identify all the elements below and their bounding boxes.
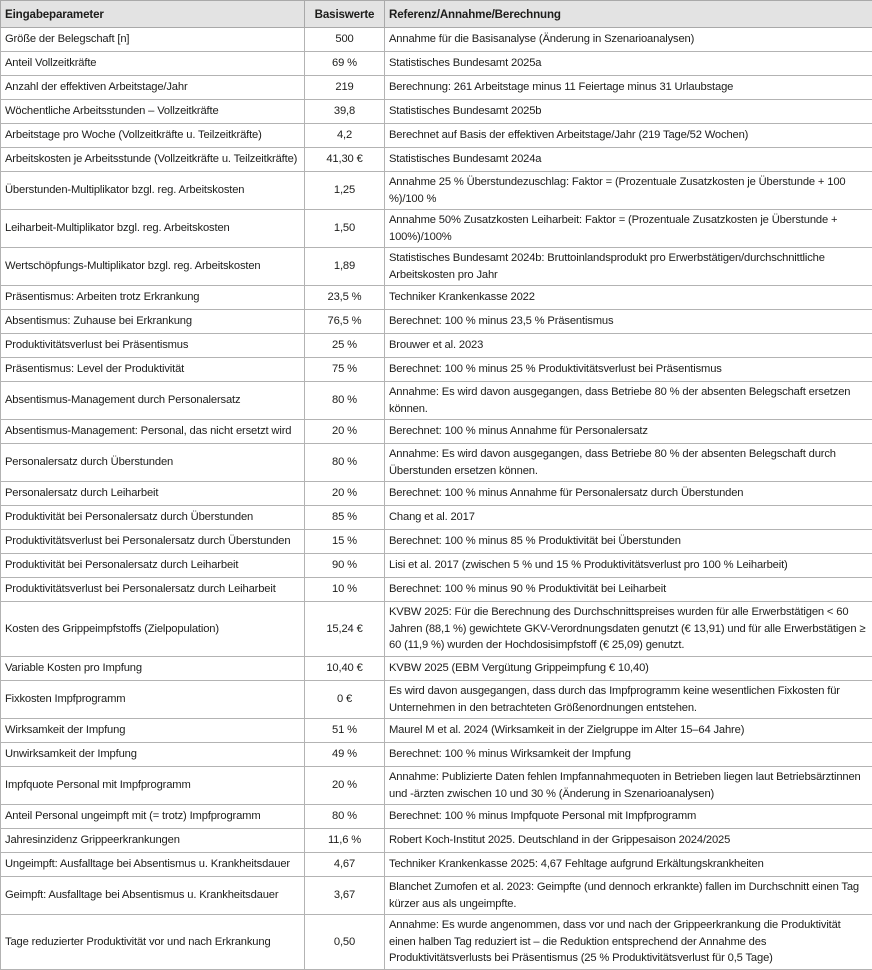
- table-row: [1, 657, 872, 681]
- value-cell: 85 %: [305, 506, 385, 530]
- param-cell: Absentismus-Management durch Personalersatz: [1, 382, 305, 420]
- reference-cell: Annahme: Es wird davon ausgegangen, dass Betriebe 80 % der absenten Belegschaft durch Überstunden ersetzen können.: [385, 444, 872, 482]
- param-cell: Absentismus-Management: Personal, das nicht ersetzt wird: [1, 420, 305, 444]
- reference-cell: Berechnet: 100 % minus Impfquote Personal mit Impfprogramm: [385, 805, 872, 829]
- table-row: [1, 578, 872, 602]
- reference-cell: Techniker Krankenkasse 2025: 4,67 Fehltage aufgrund Erkältungskrankheiten: [385, 853, 872, 877]
- value-cell: 10,40 €: [305, 657, 385, 681]
- value-cell: 75 %: [305, 358, 385, 382]
- value-cell: 500: [305, 28, 385, 52]
- reference-cell: Berechnet: 100 % minus 90 % Produktivität bei Leiharbeit: [385, 578, 872, 602]
- param-cell: Unwirksamkeit der Impfung: [1, 743, 305, 767]
- reference-cell: Blanchet Zumofen et al. 2023: Geimpfte (und dennoch erkrankte) fallen im Durchschnitt einen Tag kürzer aus als ungeimpfte.: [385, 877, 872, 915]
- table-row: [1, 444, 872, 482]
- value-cell: 80 %: [305, 444, 385, 482]
- table-row: [1, 719, 872, 743]
- table-row: [1, 829, 872, 853]
- table-row: [1, 482, 872, 506]
- reference-cell: KVBW 2025: Für die Berechnung des Durchschnittspreises wurden für alle Erwerbstätigen < 60 Jahren (88,1 %) gewichtete GKV-Verordnungsdaten genutzt (€ 13,91) und für alle Erwerbstätigen ≥ 60 (11,9 %) wurden der Hochdosisimpfstoff (€ 25,09) genutzt.: [385, 602, 872, 657]
- value-cell: 11,6 %: [305, 829, 385, 853]
- param-cell: Arbeitskosten je Arbeitsstunde (Vollzeitkräfte u. Teilzeitkräfte): [1, 148, 305, 172]
- table-row: [1, 767, 872, 805]
- table-row: [1, 602, 872, 657]
- reference-cell: Berechnet: 100 % minus Annahme für Personalersatz: [385, 420, 872, 444]
- param-cell: Produktivität bei Personalersatz durch Leiharbeit: [1, 554, 305, 578]
- param-cell: Arbeitstage pro Woche (Vollzeitkräfte u. Teilzeitkräfte): [1, 124, 305, 148]
- value-cell: 49 %: [305, 743, 385, 767]
- param-cell: Leiharbeit-Multiplikator bzgl. reg. Arbeitskosten: [1, 210, 305, 248]
- value-cell: 15 %: [305, 530, 385, 554]
- reference-cell: Statistisches Bundesamt 2024b: Bruttoinlandsprodukt pro Erwerbstätigen/durchschnittliche Arbeitskosten pro Jahr: [385, 248, 872, 286]
- value-cell: 51 %: [305, 719, 385, 743]
- param-cell: Anzahl der effektiven Arbeitstage/Jahr: [1, 76, 305, 100]
- value-cell: 25 %: [305, 334, 385, 358]
- table-row: [1, 554, 872, 578]
- table-row: [1, 681, 872, 719]
- table-row: [1, 52, 872, 76]
- reference-cell: Robert Koch-Institut 2025. Deutschland in der Grippesaison 2024/2025: [385, 829, 872, 853]
- table-row: [1, 248, 872, 286]
- reference-cell: Maurel M et al. 2024 (Wirksamkeit in der Zielgruppe im Alter 15–64 Jahre): [385, 719, 872, 743]
- header-param: Eingabeparameter: [1, 1, 305, 28]
- param-cell: Produktivitätsverlust bei Personalersatz durch Überstunden: [1, 530, 305, 554]
- table-row: [1, 286, 872, 310]
- value-cell: 80 %: [305, 805, 385, 829]
- param-cell: Impfquote Personal mit Impfprogramm: [1, 767, 305, 805]
- table-row: [1, 805, 872, 829]
- reference-cell: Berechnet: 100 % minus 25 % Produktivitätsverlust bei Präsentismus: [385, 358, 872, 382]
- value-cell: 23,5 %: [305, 286, 385, 310]
- param-cell: Wöchentliche Arbeitsstunden – Vollzeitkräfte: [1, 100, 305, 124]
- value-cell: 219: [305, 76, 385, 100]
- table-row: [1, 915, 872, 970]
- table-row: [1, 148, 872, 172]
- value-cell: 3,67: [305, 877, 385, 915]
- reference-cell: Statistisches Bundesamt 2025a: [385, 52, 872, 76]
- value-cell: 20 %: [305, 767, 385, 805]
- reference-cell: Berechnung: 261 Arbeitstage minus 11 Feiertage minus 31 Urlaubstage: [385, 76, 872, 100]
- table-header-row: [1, 1, 872, 28]
- table-row: [1, 76, 872, 100]
- table-row: [1, 172, 872, 210]
- value-cell: 10 %: [305, 578, 385, 602]
- reference-cell: Berechnet: 100 % minus Wirksamkeit der Impfung: [385, 743, 872, 767]
- value-cell: 15,24 €: [305, 602, 385, 657]
- param-cell: Kosten des Grippeimpfstoffs (Zielpopulation): [1, 602, 305, 657]
- param-cell: Anteil Vollzeitkräfte: [1, 52, 305, 76]
- reference-cell: Statistisches Bundesamt 2024a: [385, 148, 872, 172]
- reference-cell: Annahme 25 % Überstundezuschlag: Faktor = (Prozentuale Zusatzkosten je Überstunde + 100 %)/100 %: [385, 172, 872, 210]
- table-row: [1, 210, 872, 248]
- param-cell: Jahresinzidenz Grippeerkrankungen: [1, 829, 305, 853]
- reference-cell: KVBW 2025 (EBM Vergütung Grippeimpfung € 10,40): [385, 657, 872, 681]
- value-cell: 39,8: [305, 100, 385, 124]
- table-row: [1, 420, 872, 444]
- param-cell: Fixkosten Impfprogramm: [1, 681, 305, 719]
- param-cell: Produktivitätsverlust bei Präsentismus: [1, 334, 305, 358]
- table-row: [1, 358, 872, 382]
- param-cell: Absentismus: Zuhause bei Erkrankung: [1, 310, 305, 334]
- reference-cell: Annahme: Es wurde angenommen, dass vor und nach der Grippeerkrankung die Produktivität einen halben Tag reduziert ist – die Reduktion entsprechend der Annahme des Produktivitätsverlusts bei Präsentismus (25 % Produktivitätsverlust für 0,5 Tage): [385, 915, 872, 970]
- value-cell: 41,30 €: [305, 148, 385, 172]
- table-row: [1, 853, 872, 877]
- param-cell: Tage reduzierter Produktivität vor und nach Erkrankung: [1, 915, 305, 970]
- reference-cell: Berechnet: 100 % minus 85 % Produktivität bei Überstunden: [385, 530, 872, 554]
- param-cell: Personalersatz durch Leiharbeit: [1, 482, 305, 506]
- reference-cell: Berechnet: 100 % minus 23,5 % Präsentismus: [385, 310, 872, 334]
- param-cell: Variable Kosten pro Impfung: [1, 657, 305, 681]
- table-row: [1, 382, 872, 420]
- reference-cell: Annahme für die Basisanalyse (Änderung in Szenarioanalysen): [385, 28, 872, 52]
- param-cell: Überstunden-Multiplikator bzgl. reg. Arbeitskosten: [1, 172, 305, 210]
- value-cell: 80 %: [305, 382, 385, 420]
- value-cell: 4,2: [305, 124, 385, 148]
- param-cell: Geimpft: Ausfalltage bei Absentismus u. Krankheitsdauer: [1, 877, 305, 915]
- value-cell: 1,25: [305, 172, 385, 210]
- value-cell: 69 %: [305, 52, 385, 76]
- value-cell: 20 %: [305, 420, 385, 444]
- param-cell: Personalersatz durch Überstunden: [1, 444, 305, 482]
- param-cell: Präsentismus: Level der Produktivität: [1, 358, 305, 382]
- table-row: [1, 530, 872, 554]
- param-cell: Produktivitätsverlust bei Personalersatz durch Leiharbeit: [1, 578, 305, 602]
- value-cell: 20 %: [305, 482, 385, 506]
- param-cell: Größe der Belegschaft [n]: [1, 28, 305, 52]
- param-cell: Ungeimpft: Ausfalltage bei Absentismus u. Krankheitsdauer: [1, 853, 305, 877]
- reference-cell: Annahme 50% Zusatzkosten Leiharbeit: Faktor = (Prozentuale Zusatzkosten je Überstunde + 100%)/100%: [385, 210, 872, 248]
- param-cell: Produktivität bei Personalersatz durch Überstunden: [1, 506, 305, 530]
- reference-cell: Statistisches Bundesamt 2025b: [385, 100, 872, 124]
- param-cell: Präsentismus: Arbeiten trotz Erkrankung: [1, 286, 305, 310]
- table-row: [1, 334, 872, 358]
- table-row: [1, 100, 872, 124]
- reference-cell: Brouwer et al. 2023: [385, 334, 872, 358]
- reference-cell: Annahme: Publizierte Daten fehlen Impfannahmequoten in Betrieben liegen laut Betriebsärztinnen und -ärzten zwischen 10 und 30 % (Änderung in Szenarioanalysen): [385, 767, 872, 805]
- table-row: [1, 743, 872, 767]
- value-cell: 4,67: [305, 853, 385, 877]
- reference-cell: Berechnet auf Basis der effektiven Arbeitstage/Jahr (219 Tage/52 Wochen): [385, 124, 872, 148]
- reference-cell: Berechnet: 100 % minus Annahme für Personalersatz durch Überstunden: [385, 482, 872, 506]
- value-cell: 90 %: [305, 554, 385, 578]
- param-cell: Anteil Personal ungeimpft mit (= trotz) Impfprogramm: [1, 805, 305, 829]
- param-cell: Wirksamkeit der Impfung: [1, 719, 305, 743]
- value-cell: 1,89: [305, 248, 385, 286]
- value-cell: 0,50: [305, 915, 385, 970]
- reference-cell: Chang et al. 2017: [385, 506, 872, 530]
- table-row: [1, 28, 872, 52]
- reference-cell: Annahme: Es wird davon ausgegangen, dass Betriebe 80 % der absenten Belegschaft ersetzen können.: [385, 382, 872, 420]
- reference-cell: Lisi et al. 2017 (zwischen 5 % und 15 % Produktivitätsverlust pro 100 % Leiharbeit): [385, 554, 872, 578]
- value-cell: 1,50: [305, 210, 385, 248]
- table-row: [1, 877, 872, 915]
- reference-cell: Es wird davon ausgegangen, dass durch das Impfprogramm keine wesentlichen Fixkosten für Unternehmen in den betrachteten Größenordnungen entstehen.: [385, 681, 872, 719]
- table-row: [1, 124, 872, 148]
- header-value: Basiswerte: [305, 1, 385, 28]
- table-row: [1, 310, 872, 334]
- table-row: [1, 506, 872, 530]
- param-cell: Wertschöpfungs-Multiplikator bzgl. reg. Arbeitskosten: [1, 248, 305, 286]
- value-cell: 76,5 %: [305, 310, 385, 334]
- reference-cell: Techniker Krankenkasse 2022: [385, 286, 872, 310]
- header-reference: Referenz/Annahme/Berechnung: [385, 1, 872, 28]
- value-cell: 0 €: [305, 681, 385, 719]
